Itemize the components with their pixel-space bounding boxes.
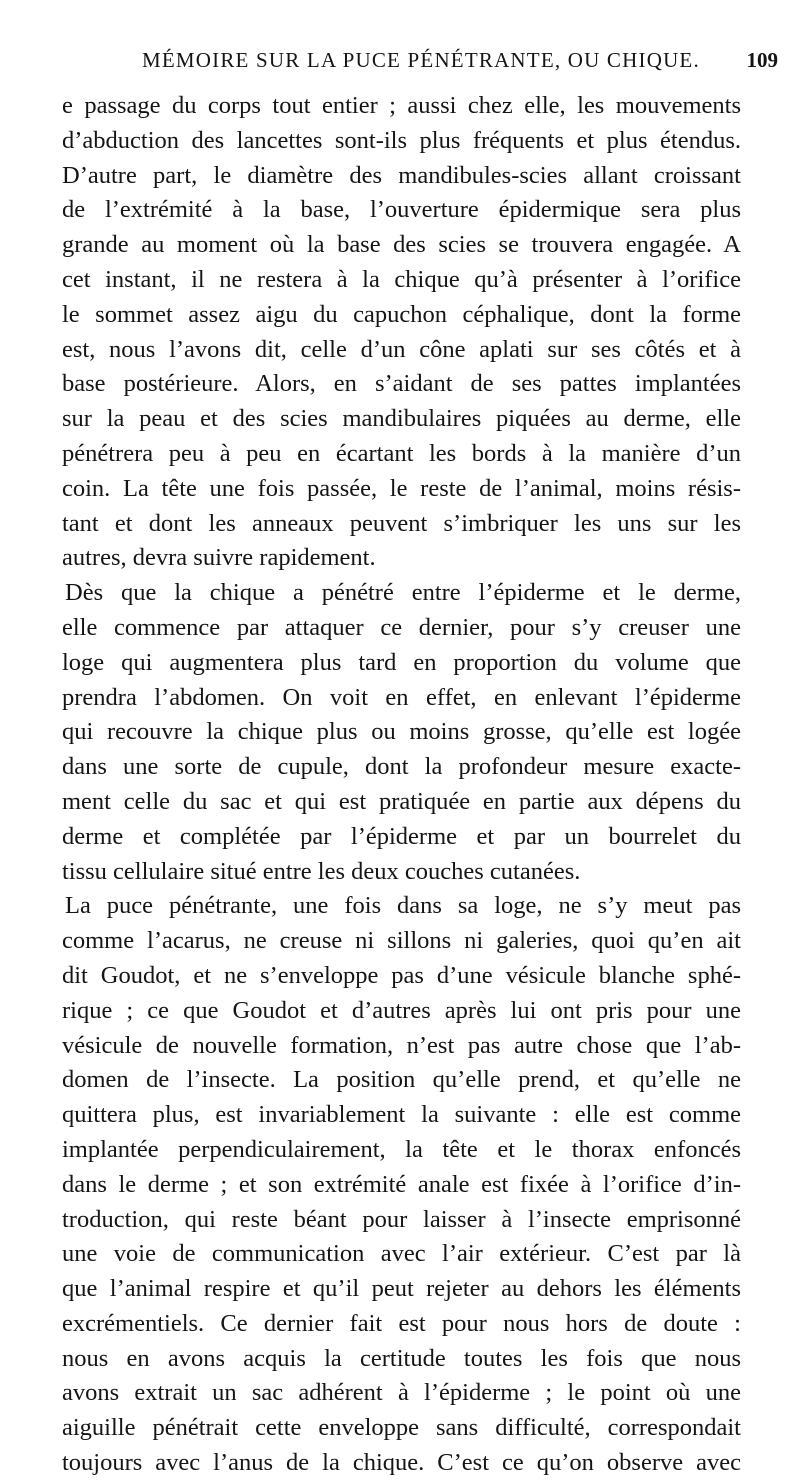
text-line: sur la peau et des scies mandibulaires piquées au derme, elle bbox=[62, 405, 741, 433]
text-line: comme l’acarus, ne creuse ni sillons ni galeries, quoi qu’en ait bbox=[62, 927, 741, 955]
text-line: domen de l’insecte. La position qu’elle prend, et qu’elle ne bbox=[62, 1066, 741, 1094]
text-line: quittera plus, est invariablement la suivante : elle est comme bbox=[62, 1101, 741, 1129]
text-line: dans le derme ; et son extrémité anale est fixée à l’orifice d’in- bbox=[62, 1170, 741, 1198]
text-line: est, nous l’avons dit, celle d’un cône aplati sur ses côtés et à bbox=[62, 335, 741, 363]
running-title: MÉMOIRE SUR LA PUCE PÉNÉTRANTE, OU CHIQUE. bbox=[142, 48, 700, 72]
text-line: ment celle du sac et qui est pratiquée en partie aux dépens du bbox=[62, 787, 741, 815]
text-line: toujours avec l’anus de la chique. C’est ce qu’on observe avec bbox=[62, 1449, 741, 1477]
text-line: e passage du corps tout entier ; aussi chez elle, les mouvements bbox=[62, 92, 741, 119]
text-line: coin. La tête une fois passée, le reste de l’animal, moins résis- bbox=[62, 474, 741, 502]
text-line: prendra l’abdomen. On voit en effet, en enlevant l’épiderme bbox=[62, 683, 741, 711]
text-line: Dès que la chique a pénétré entre l’épiderme et le derme, bbox=[65, 579, 741, 607]
text-line: le sommet assez aigu du capuchon céphalique, dont la forme bbox=[62, 300, 741, 328]
text-line: de l’extrémité à la base, l’ouverture épidermique sera plus bbox=[62, 196, 741, 224]
text-line: nous en avons acquis la certitude toutes les fois que nous bbox=[62, 1344, 741, 1372]
text-line: avons extrait un sac adhérent à l’épiderme ; le point où une bbox=[62, 1379, 741, 1407]
text-line: d’abduction des lancettes sont-ils plus fréquents et plus étendus. bbox=[62, 126, 741, 154]
body-text bbox=[62, 89, 741, 1481]
text-line: dans une sorte de cupule, dont la profondeur mesure exacte- bbox=[62, 753, 741, 781]
running-head bbox=[52, 48, 778, 82]
text-line: que l’animal respire et qu’il peut rejeter au dehors les éléments bbox=[62, 1275, 741, 1303]
text-line: implantée perpendiculairement, la tête et le thorax enfoncés bbox=[62, 1135, 741, 1163]
text-line: La puce pénétrante, une fois dans sa loge, ne s’y meut pas bbox=[65, 892, 741, 920]
text-line: vésicule de nouvelle formation, n’est pas autre chose que l’ab- bbox=[62, 1031, 741, 1059]
text-line: grande au moment où la base des scies se trouvera engagée. A bbox=[62, 231, 741, 259]
text-line: derme et complétée par l’épiderme et par un bourrelet du bbox=[62, 822, 741, 850]
text-line: elle commence par attaquer ce dernier, pour s’y creuser une bbox=[62, 613, 741, 641]
text-line: excrémentiels. Ce dernier fait est pour nous hors de doute : bbox=[62, 1309, 741, 1337]
text-line: tant et dont les anneaux peuvent s’imbriquer les uns sur les bbox=[62, 509, 741, 537]
text-line: qui recouvre la chique plus ou moins grosse, qu’elle est logée bbox=[62, 718, 741, 746]
text-line: une voie de communication avec l’air extérieur. C’est par là bbox=[62, 1240, 741, 1268]
text-line: autres, devra suivre rapidement. bbox=[62, 544, 376, 572]
text-line: dit Goudot, et ne s’enveloppe pas d’une vésicule blanche sphé- bbox=[62, 961, 741, 989]
text-line: aiguille pénétrait cette enveloppe sans difficulté, correspondait bbox=[62, 1414, 741, 1442]
page-number: 109 bbox=[746, 48, 778, 72]
text-line: pénétrera peu à peu en écartant les bords à la manière d’un bbox=[62, 439, 741, 467]
text-line: rique ; ce que Goudot et d’autres après lui ont pris pour une bbox=[62, 996, 741, 1024]
text-line: D’autre part, le diamètre des mandibules-scies allant croissant bbox=[62, 161, 741, 189]
text-line: troduction, qui reste béant pour laisser à l’insecte emprisonné bbox=[62, 1205, 741, 1233]
text-line: loge qui augmentera plus tard en proportion du volume que bbox=[62, 648, 741, 676]
text-line: cet instant, il ne restera à la chique qu’à présenter à l’orifice bbox=[62, 265, 741, 293]
text-line: base postérieure. Alors, en s’aidant de ses pattes implantées bbox=[62, 370, 741, 398]
text-line: tissu cellulaire situé entre les deux couches cutanées. bbox=[62, 857, 581, 885]
